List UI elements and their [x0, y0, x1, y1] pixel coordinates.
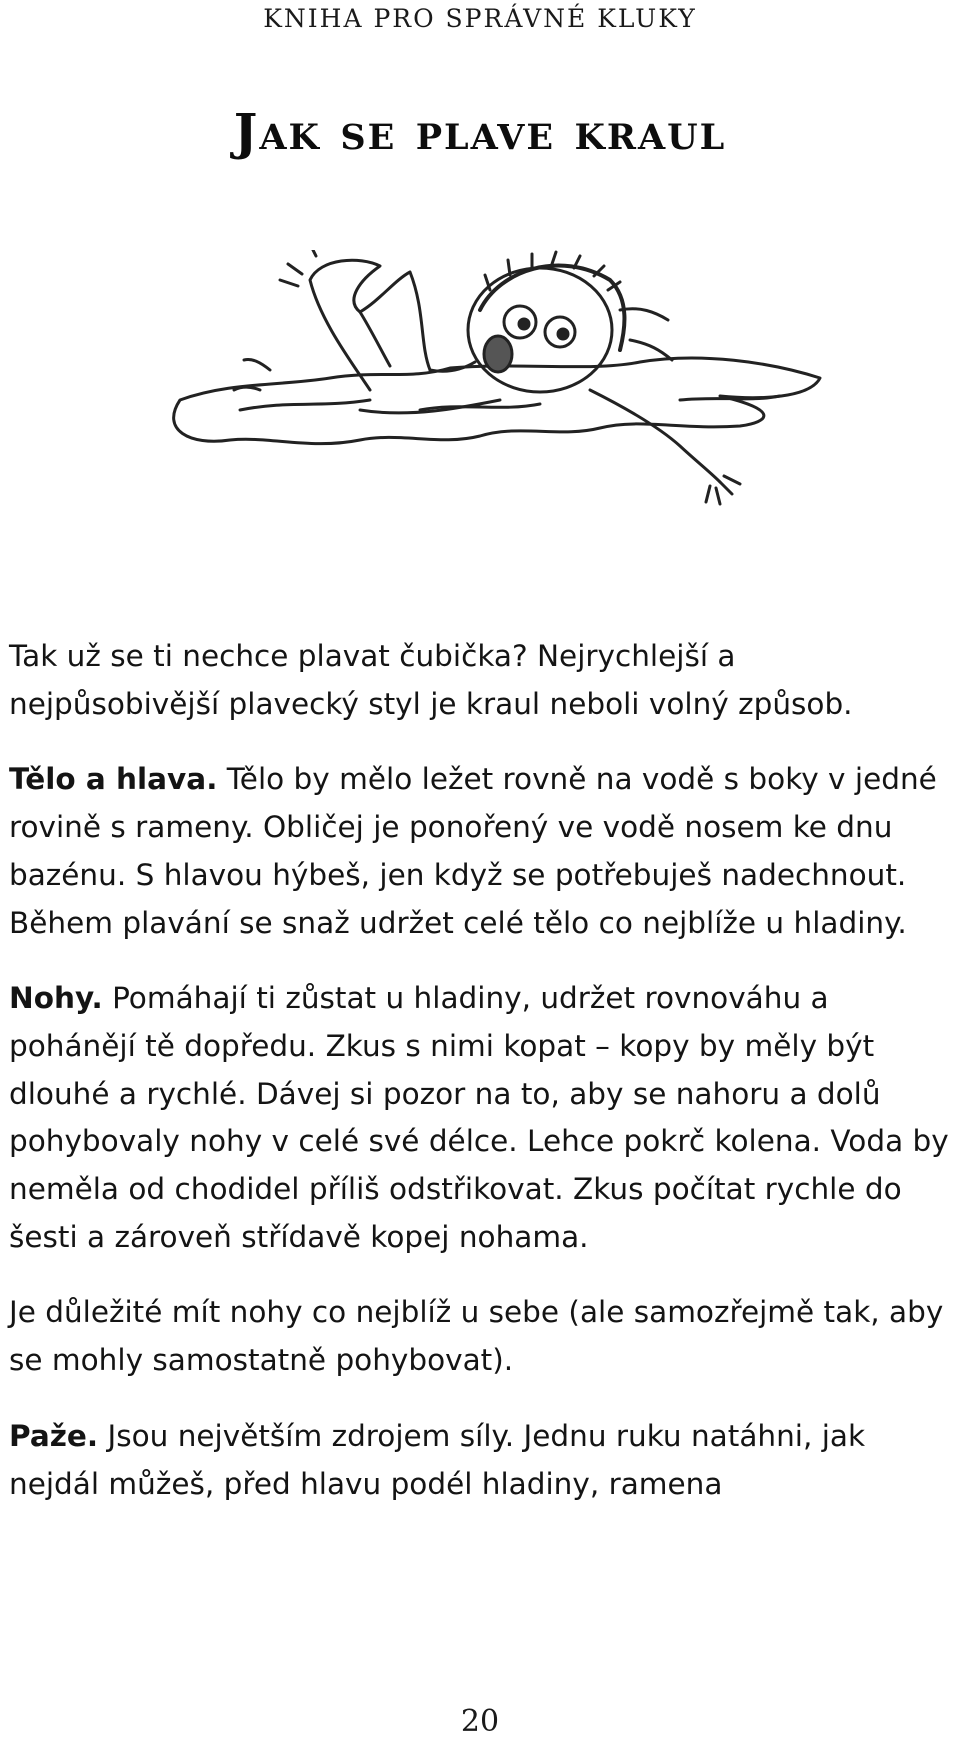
intro-paragraph	[9, 633, 954, 728]
swimmer-illustration	[120, 250, 880, 580]
lead-heading: Nohy.	[9, 981, 103, 1016]
body-head-paragraph	[9, 756, 954, 947]
body-text	[9, 633, 954, 1508]
legs-note-paragraph	[9, 1289, 954, 1384]
lead-heading: Paže.	[9, 1418, 99, 1453]
running-header: KNIHA PRO SPRÁVNÉ KLUKY	[263, 4, 697, 33]
paragraph-text: Tělo by mělo ležet rovně na vodě s boky v jedné rovině s rameny. Obličej je ponořený ve vodě nosem ke dnu bazénu. S hlavou hýbeš, jen když se potřebuješ nadechnout. Během plavání se snaž udržet celé tělo co nejblíže u hladiny.	[9, 762, 937, 940]
legs-paragraph	[9, 975, 954, 1261]
page-number: 20	[460, 1704, 500, 1739]
paragraph-text: Je důležité mít nohy co nejblíž u sebe (ale samozřejmě tak, aby se mohly samostatně pohybovat).	[9, 1295, 944, 1378]
page-title: Jak se plave kraul	[233, 102, 727, 161]
lead-heading: Tělo a hlava.	[9, 762, 218, 797]
paragraph-text: Jsou největším zdrojem síly. Jednu ruku natáhni, jak nejdál můžeš, před hlavu podél hladiny, ramena	[9, 1418, 866, 1501]
paragraph-text: Tak už se ti nechce plavat čubička? Nejrychlejší a nejpůsobivější plavecký styl je kraul neboli volný způsob.	[9, 639, 853, 721]
paragraph-text: Pomáhají ti zůstat u hladiny, udržet rovnováhu a pohánějí tě dopředu. Zkus s nimi kopat – kopy by měly být dlouhé a rychlé. Dávej si pozor na to, aby se nahoru a dolů pohybovaly nohy v celé své délce. Lehce pokrč kolena. Voda by neměla od chodidel příliš odstřikovat. Zkus počítat rychle do šesti a zároveň střídavě kopej nohama.	[9, 981, 949, 1254]
arms-paragraph	[9, 1413, 954, 1508]
